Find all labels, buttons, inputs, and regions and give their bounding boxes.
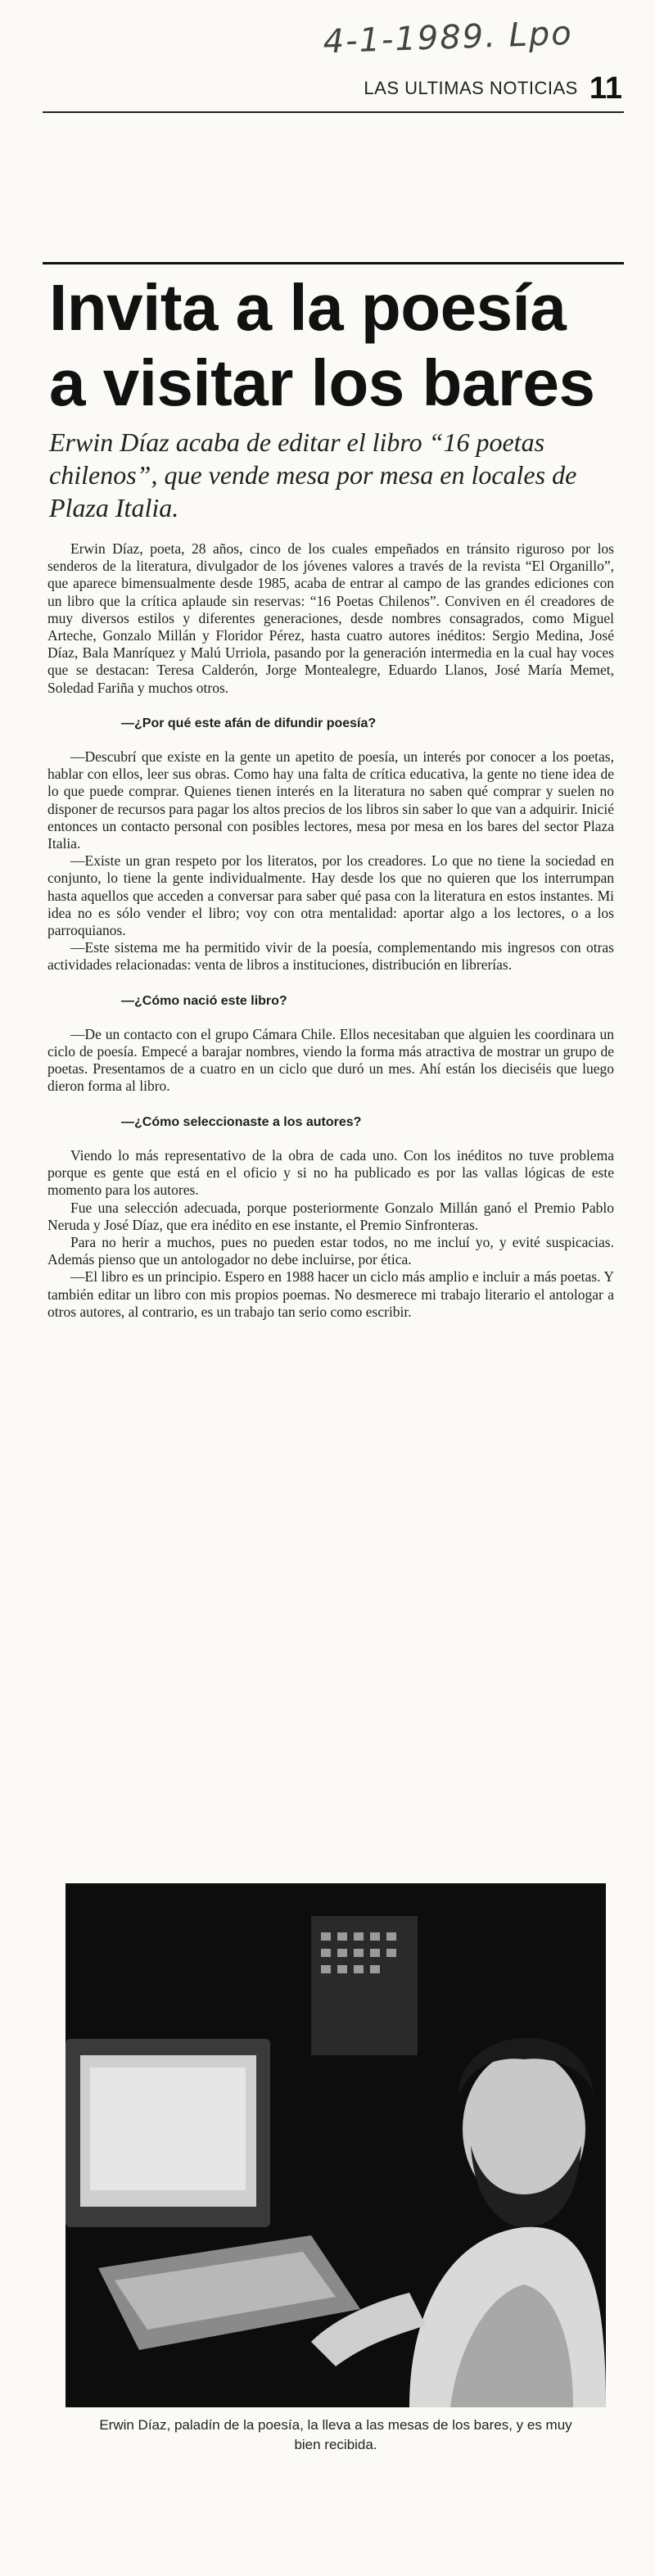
headline-line-2: a visitar los bares (49, 346, 595, 419)
subheadline: Erwin Díaz acaba de editar el libro “16 poetas chilenos”, que vende mesa por mesa en locales de Plaza Italia. (49, 427, 577, 522)
answer-3-paragraph-4: —El libro es un principio. Espero en 1988 hacer un ciclo más amplio e incluir a más poetas. Y también editar un libro con mis propios poemas. No desmerece mi trabajo literario el antologar a otros autores, al contrario, es un trabajo tan serio como escribir. (47, 1268, 614, 1320)
photo-caption: Erwin Díaz, paladín de la poesía, la lleva a las mesas de los bares, y es muy bien recibida. (99, 2417, 572, 2452)
masthead (328, 66, 622, 111)
article-photo (66, 1883, 606, 2407)
answer-1-paragraph-1: —Descubrí que existe en la gente un apetito de poesía, un interés por conocer a los poetas, hablar con ellos, leer sus obras. Como hay una falta de crítica educativa, la gente no tiene idea de lo que puede comprar. Quienes tienen interés en la literatura no saben qué comprar y suelen no disponer de recursos para pagar los altos precios de los libros sin saber lo que van a adquirir. Inicié entonces un contacto personal con posibles lectores, mesa por mesa en los bares del sector Plaza Italia. (47, 748, 614, 852)
paper-name: LAS ULTIMAS NOTICIAS (364, 78, 578, 98)
photo-illustration (66, 1883, 606, 2407)
question-3: —¿Cómo seleccionaste a los autores? (121, 1114, 362, 1129)
handwritten-date-note: 4-1-1989. Lpo (322, 14, 574, 61)
headline-rule (43, 262, 624, 264)
answer-1-paragraph-3: —Este sistema me ha permitido vivir de la poesía, complementando mis ingresos con otras actividades relacionadas: venta de libros a instituciones, distribución en librerías. (47, 939, 614, 974)
masthead-rule (43, 111, 624, 113)
answer-3-paragraph-1: Viendo lo más representativo de la obra de cada uno. Con los inéditos no tuve problema porque es gente que está en el oficio y si no ha publicado es por las vallas lógicas de este momento para los autores. (47, 1146, 614, 1199)
answer-1-paragraph-2: —Existe un gran respeto por los literatos, por los creadores. Lo que no tiene la sociedad en conjunto, lo tiene la gente individualmente. Hay desde los que no quieren que los interrumpan hasta aquellos que acceden a conversar para saber qué pasa con la literatura en estos instantes. Mi idea no es sólo vender el libro; voy con otra mentalidad: aportar algo a los lectores, o a los parroquianos. (47, 852, 614, 939)
headline (49, 270, 622, 421)
answer-3-paragraph-2: Fue una selección adecuada, porque posteriormente Gonzalo Millán ganó el Premio Pablo Neruda y José Díaz, que era inédito en ese instante, el Premio Sinfronteras. (47, 1199, 614, 1233)
headline-line-1: Invita a la poesía (49, 271, 567, 344)
article-body (47, 540, 614, 1321)
answer-3-paragraph-3: Para no herir a muchos, pues no pueden estar todos, no me incluí yo, y evité suspicacias. Además pienso que un antologador no debe incluirse, por ética. (47, 1233, 614, 1268)
question-2: —¿Cómo nació este libro? (121, 993, 287, 1008)
page-number: 11 (589, 70, 622, 106)
question-1: —¿Por qué este afán de difundir poesía? (121, 716, 377, 730)
answer-2: —De un contacto con el grupo Cámara Chile. Ellos necesitaban que alguien les coordinara un ciclo de poesía. Empecé a barajar nombres, viendo la forma más atractiva de mostrar un grupo de poetas. Presentamos de a cuatro en un ciclo que duró un mes. Ahí están los dieciséis que luego dieron forma al libro. (47, 1025, 614, 1095)
intro-paragraph: Erwin Díaz, poeta, 28 años, cinco de los cuales empeñados en tránsito riguroso por los senderos de la literatura, divulgador de los jóvenes valores a través de la revista “El Organillo”, que aparece bimensualmente desde 1985, acaba de entrar al campo de las grandes ediciones con un libro que la crítica aplaude sin reservas: “16 Poetas Chilenos”. Conviven en él creadores de muy diversos estilos y diferentes generaciones, desde nombres consagrados, como Miguel Arteche, Gonzalo Millán y Floridor Pérez, hasta cuatro autores inéditos: Sergio Medina, José Díaz, Bala Manríquez y Malú Urriola, pasando por la generación intermedia en la cual hay voces que se destacan: Teresa Calderón, Jorge Montealegre, Eduardo Llanos, José María Memet, Soledad Fariña y muchos otros. (47, 540, 614, 696)
